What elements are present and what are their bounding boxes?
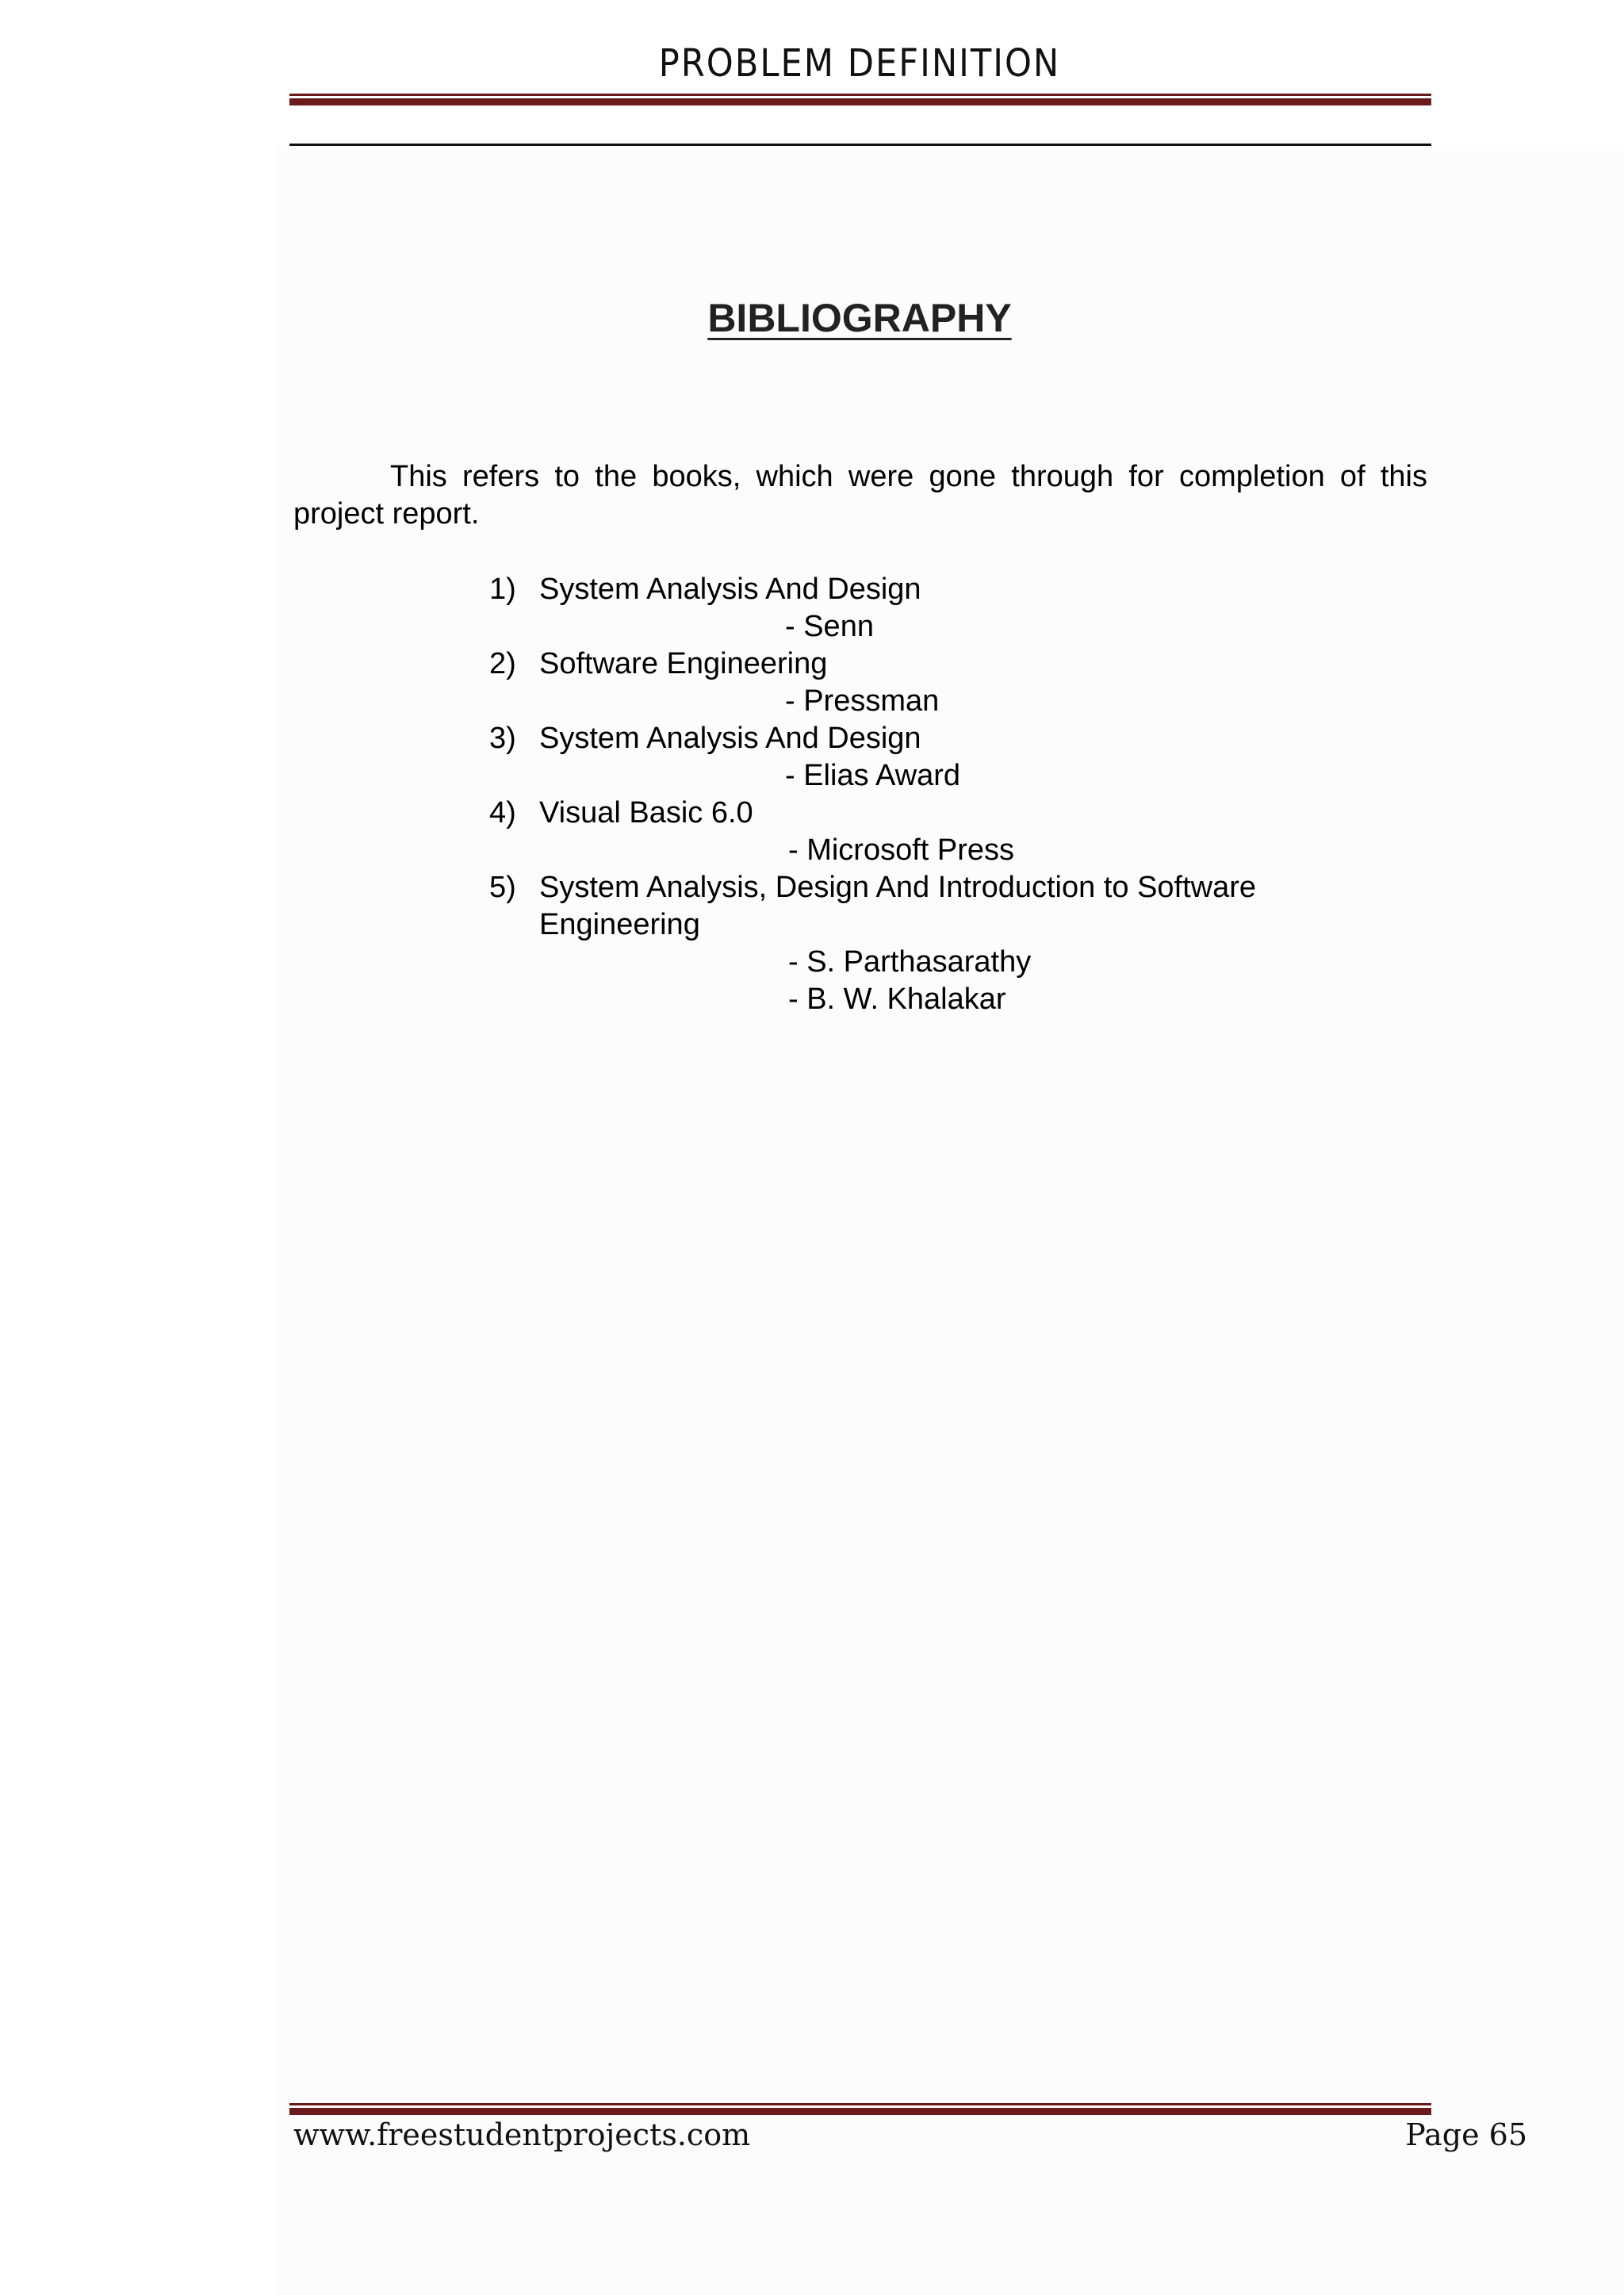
- reference-title: Software Engineering: [539, 647, 828, 680]
- header-divider: [289, 144, 1431, 146]
- reference-title: Visual Basic 6.0: [539, 796, 753, 829]
- reference-item: [0, 571, 1624, 646]
- reference-number: 5): [489, 871, 516, 904]
- section-title: BIBLIOGRAPHY: [707, 296, 1012, 340]
- reference-author: - S. Parthasarathy: [788, 945, 1032, 979]
- reference-item: [0, 720, 1624, 795]
- reference-title: System Analysis And Design: [539, 573, 921, 606]
- reference-author: - Elias Award: [785, 759, 961, 792]
- reference-list: [0, 571, 1624, 1018]
- intro-text: This refers to the books, which were gone through for completion of this project report.: [293, 460, 1427, 531]
- header-title: PROBLEM DEFINITION: [658, 41, 1061, 86]
- reference-number: 1): [489, 573, 516, 606]
- reference-author: - B. W. Khalakar: [788, 983, 1006, 1016]
- footer-rule: [289, 2103, 1431, 2115]
- reference-author: - Senn: [785, 610, 874, 643]
- reference-number: 3): [489, 722, 516, 755]
- page-number: Page 65: [1405, 2117, 1527, 2152]
- header-rule: [289, 94, 1431, 105]
- reference-number: 4): [489, 796, 516, 829]
- reference-author: - Pressman: [785, 684, 940, 718]
- reference-item: [0, 869, 1624, 1018]
- footer-website: www.freestudentprojects.com: [293, 2117, 751, 2152]
- reference-title: System Analysis, Design And Introduction to Software Engineering: [539, 871, 1257, 941]
- reference-author: - Microsoft Press: [788, 833, 1015, 867]
- reference-item: [0, 795, 1624, 869]
- reference-number: 2): [489, 647, 516, 680]
- reference-title: System Analysis And Design: [539, 722, 921, 755]
- reference-item: [0, 646, 1624, 720]
- intro-paragraph: [293, 458, 1427, 533]
